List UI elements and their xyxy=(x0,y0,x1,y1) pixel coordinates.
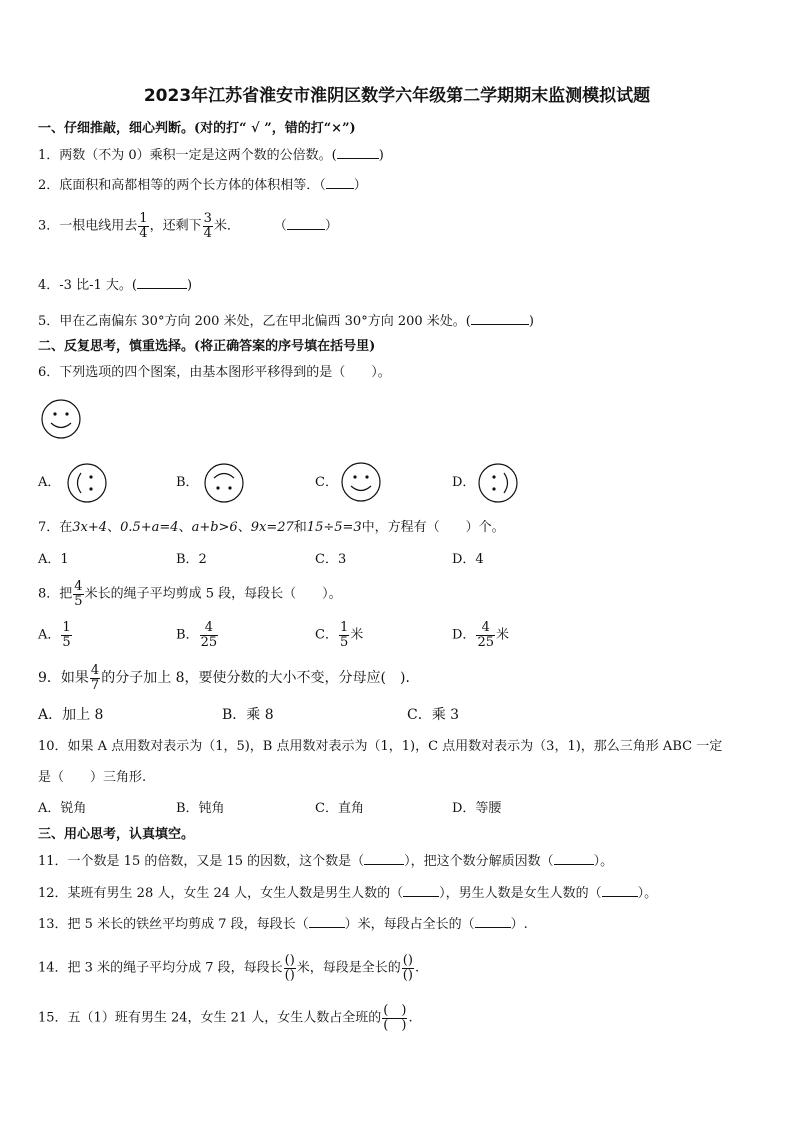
question-4: 4．-3 比-1 大。( ) xyxy=(38,278,193,293)
answer-blank[interactable] xyxy=(602,886,638,897)
q10-option-b[interactable]: B．钝角 xyxy=(176,801,225,816)
q7-option-a[interactable]: A．1 xyxy=(38,552,69,567)
q10-option-c[interactable]: C．直角 xyxy=(315,801,364,816)
question-1: 1．两数（不为 0）乘积一定是这两个数的公倍数。( ) xyxy=(38,148,384,163)
fraction: $\frac{1}{4}$ xyxy=(139,211,148,241)
q7-option-b[interactable]: B．2 xyxy=(176,552,207,567)
q7-option-d[interactable]: D．4 xyxy=(452,552,484,567)
question-7: 7．在3x+4、0.5+a=4、a+b>6、9x=27和15÷5=3中，方程有（ ）个。 xyxy=(38,520,505,535)
question-3: 3．一根电线用去 $\frac{1}{4}$ ，还剩下 $\frac{3}{4}$ 米． （ ） xyxy=(38,211,338,241)
question-2: 2．底面积和高都相等的两个长方体的体积相等．（ ） xyxy=(38,178,367,193)
option-a-label: A． xyxy=(38,475,61,490)
section-heading-2: 二、反复思考，慎重选择。(将正确答案的序号填在括号里) xyxy=(38,339,376,354)
section-heading-3: 三、用心思考，认真填空。 xyxy=(38,827,195,842)
q8-option-d[interactable]: D． $\frac{4}{25}$ 米 xyxy=(452,620,509,650)
question-5: 5．甲在乙南偏东 30°方向 200 米处，乙在甲北偏西 30°方向 200 米处。( ) xyxy=(38,314,534,329)
q9-option-b[interactable]: B．乘 8 xyxy=(222,707,274,723)
page-title: 2023年江苏省淮安市淮阴区数学六年级第二学期期末监测模拟试题 xyxy=(143,86,651,106)
q9-option-c[interactable]: C．乘 3 xyxy=(407,707,460,723)
q7-option-c[interactable]: C．3 xyxy=(315,552,347,567)
fraction: $\frac{4}{7}$ xyxy=(90,663,100,693)
answer-blank[interactable] xyxy=(326,178,354,189)
question-14: 14．把 3 米的绳子平均分成 7 段，每段长 $\frac{()}{()}$ 米，每段是全长的 $\frac{()}{()}$ . xyxy=(38,953,420,983)
fraction: $\frac{4}{5}$ xyxy=(74,579,83,609)
question-9: 9．如果 $\frac{4}{7}$ 的分子加上 8，要使分数的大小不变，分母应( )． xyxy=(38,663,420,693)
answer-blank[interactable] xyxy=(554,854,594,865)
option-b-label: B． xyxy=(176,475,199,490)
option-d-label: D． xyxy=(452,475,476,490)
answer-blank[interactable] xyxy=(471,314,529,325)
option-c-figure[interactable] xyxy=(340,461,382,503)
fraction-blank[interactable]: $\frac{()}{()}$ xyxy=(402,953,413,983)
answer-blank[interactable] xyxy=(337,148,379,159)
option-b-figure[interactable] xyxy=(203,462,245,504)
question-10-line-2: 是（ ）三角形. xyxy=(38,770,147,785)
question-11: 11．一个数是 15 的倍数，又是 15 的因数，这个数是（ ），把这个数分解质因数（ ）。 xyxy=(38,854,614,869)
fraction-blank[interactable]: $\frac{()}{()}$ xyxy=(284,953,295,983)
base-smiley-figure xyxy=(40,398,82,440)
question-12: 12．某班有男生 28 人，女生 24 人，女生人数是男生人数的（ ），男生人数是女生人数的（ ）。 xyxy=(38,886,658,901)
q10-option-a[interactable]: A．锐角 xyxy=(38,801,87,816)
fraction: $\frac{3}{4}$ xyxy=(203,211,212,241)
answer-blank[interactable] xyxy=(364,854,404,865)
question-15: 15．五（1）班有男生 24，女生 21 人，女生人数占全班的 $\frac{( )}{( )}$ . xyxy=(38,1003,413,1033)
question-6: 6．下列选项的四个图案，由基本图形平移得到的是（ ）。 xyxy=(38,365,391,380)
answer-blank[interactable] xyxy=(137,278,187,289)
section-heading-1: 一、仔细推敲，细心判断。(对的打“ √ ”，错的打“×”) xyxy=(38,121,356,136)
option-d-figure[interactable] xyxy=(477,462,519,504)
answer-blank[interactable] xyxy=(287,219,325,230)
q10-option-d[interactable]: D．等腰 xyxy=(452,801,502,816)
q8-option-a[interactable]: A． $\frac{1}{5}$ xyxy=(38,620,71,650)
option-c-label: C． xyxy=(315,475,338,490)
question-10-line-1: 10．如果 A 点用数对表示为（1，5)，B 点用数对表示为（1，1)，C 点用数对表示为（3，1)，那么三角形 ABC 一定 xyxy=(38,739,723,754)
option-a-figure[interactable] xyxy=(66,462,108,504)
question-8: 8．把 $\frac{4}{5}$ 米长的绳子平均剪成 5 段，每段长（ ）。 xyxy=(38,579,342,609)
question-13: 13．把 5 米长的铁丝平均剪成 7 段，每段长（ ）米，每段占全长的（ ）. xyxy=(38,917,528,932)
answer-blank[interactable] xyxy=(403,886,439,897)
answer-blank[interactable] xyxy=(475,917,511,928)
answer-blank[interactable] xyxy=(309,917,345,928)
fraction-blank[interactable]: $\frac{( )}{( )}$ xyxy=(383,1003,407,1033)
q9-option-a[interactable]: A．加上 8 xyxy=(38,707,104,723)
q8-option-c[interactable]: C． $\frac{1}{5}$ 米 xyxy=(315,620,364,650)
q8-option-b[interactable]: B． $\frac{4}{25}$ xyxy=(176,620,218,650)
